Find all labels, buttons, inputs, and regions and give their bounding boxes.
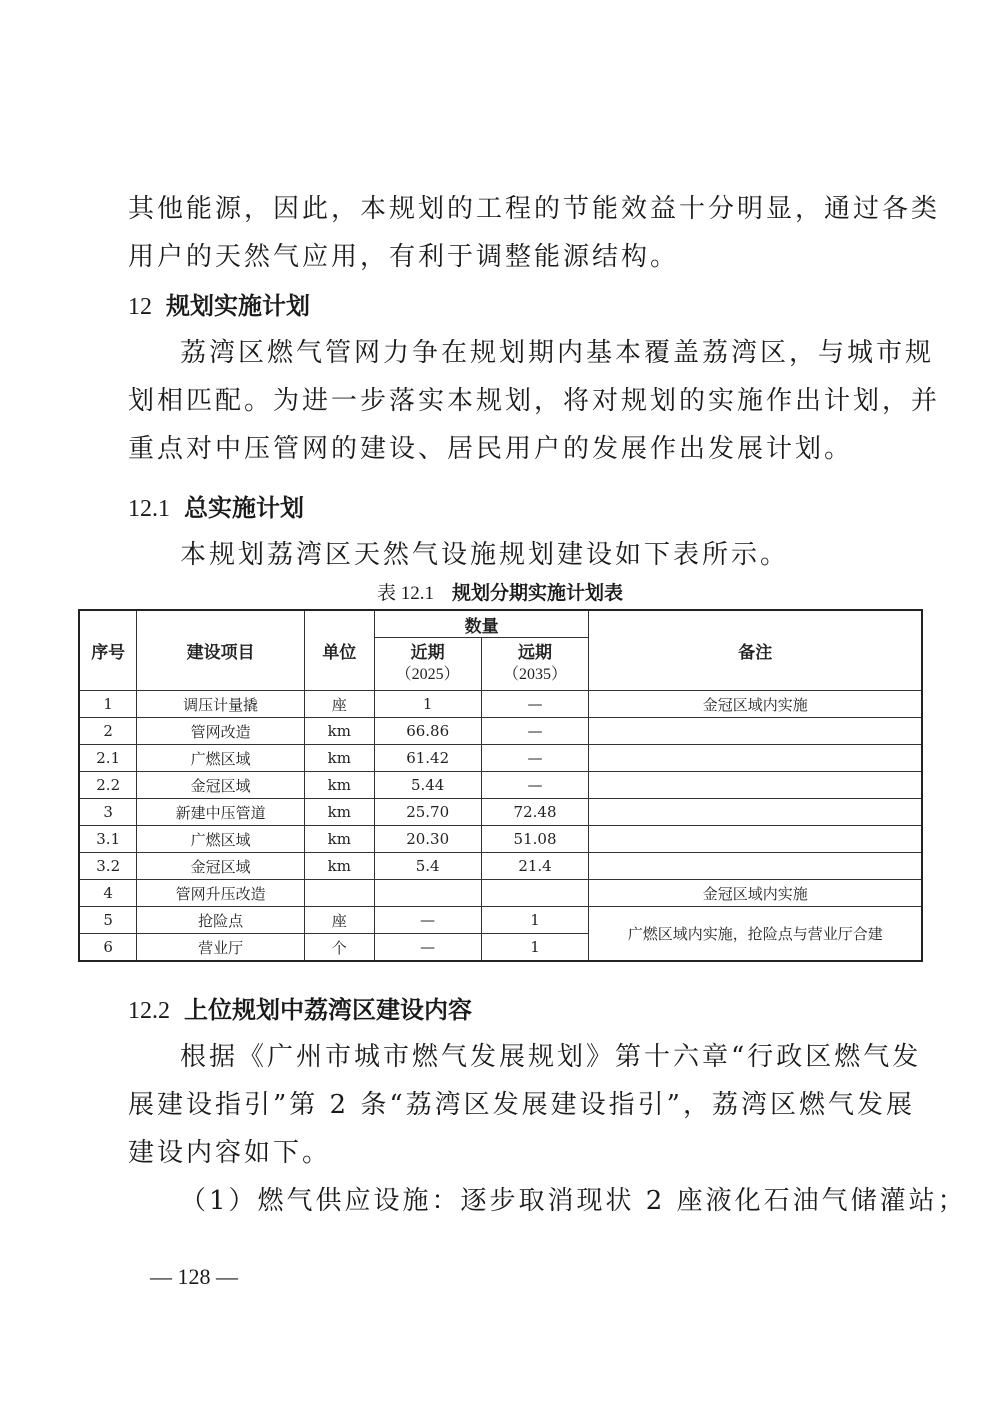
header-qty: 数量 xyxy=(374,610,589,638)
page-number: — 128 — xyxy=(150,1264,238,1289)
cell-far: 21.4 xyxy=(481,853,589,880)
cell-unit: km xyxy=(304,799,374,826)
para4-line3: 建设内容如下。 xyxy=(128,1138,332,1168)
cell-note xyxy=(589,853,922,880)
section-12-heading xyxy=(128,286,310,321)
cell-near: — xyxy=(374,934,481,962)
cell-item: 广燃区域 xyxy=(137,826,305,853)
para4-line2: 展建设指引”第 2 条“荔湾区发展建设指引”，荔湾区燃气发展 xyxy=(128,1090,915,1120)
table-row xyxy=(79,691,922,718)
para1-line1: 其他能源，因此，本规划的工程的节能效益十分明显，通过各类 xyxy=(128,194,941,224)
section-title: 上位规划中荔湾区建设内容 xyxy=(184,996,472,1024)
table-caption xyxy=(0,578,1000,605)
section-title: 总实施计划 xyxy=(184,494,304,522)
header-no: 序号 xyxy=(79,610,137,691)
cell-no: 6 xyxy=(79,934,137,962)
cell-far: — xyxy=(481,772,589,799)
table-row xyxy=(79,907,922,934)
cell-item: 抢险点 xyxy=(137,907,305,934)
cell-no: 3.2 xyxy=(79,853,137,880)
cell-no: 1 xyxy=(79,691,137,718)
header-near xyxy=(374,638,481,691)
cell-no: 2 xyxy=(79,718,137,745)
cell-far: — xyxy=(481,745,589,772)
cell-no: 3 xyxy=(79,799,137,826)
cell-unit: 座 xyxy=(304,691,374,718)
header-near-label: 近期 xyxy=(410,643,445,663)
section-12-2-heading xyxy=(128,990,472,1025)
cell-unit: km xyxy=(304,853,374,880)
cell-unit: 座 xyxy=(304,907,374,934)
table-row xyxy=(79,745,922,772)
cell-far: 51.08 xyxy=(481,826,589,853)
header-near-year: （2025） xyxy=(395,666,460,683)
table-caption-number: 表 12.1 xyxy=(376,583,434,604)
table-row xyxy=(79,853,922,880)
section-12-1-heading xyxy=(128,488,304,523)
para4-line1: 根据《广州市城市燃气发展规划》第十六章“行政区燃气发 xyxy=(180,1042,922,1072)
cell-item: 营业厅 xyxy=(137,934,305,962)
cell-no: 3.1 xyxy=(79,826,137,853)
cell-near xyxy=(374,880,481,907)
cell-near: 1 xyxy=(374,691,481,718)
section-number: 12.1 xyxy=(128,496,170,522)
cell-no: 5 xyxy=(79,907,137,934)
cell-far: — xyxy=(481,691,589,718)
cell-note: 金冠区域内实施 xyxy=(589,880,922,907)
cell-note xyxy=(589,772,922,799)
para5: （1）燃气供应设施：逐步取消现状 2 座液化石油气储灌站； xyxy=(180,1186,967,1216)
cell-far xyxy=(481,880,589,907)
cell-item: 广燃区域 xyxy=(137,745,305,772)
cell-unit: km xyxy=(304,718,374,745)
section-number: 12.2 xyxy=(128,998,170,1024)
cell-unit: km xyxy=(304,745,374,772)
cell-far: 72.48 xyxy=(481,799,589,826)
para2-line3: 重点对中压管网的建设、居民用户的发展作出发展计划。 xyxy=(128,434,854,464)
header-note: 备注 xyxy=(589,610,922,691)
cell-no: 2.2 xyxy=(79,772,137,799)
cell-note xyxy=(589,826,922,853)
cell-near: 61.42 xyxy=(374,745,481,772)
cell-far: — xyxy=(481,718,589,745)
cell-no: 4 xyxy=(79,880,137,907)
header-far-label: 远期 xyxy=(518,643,553,663)
cell-note xyxy=(589,799,922,826)
cell-note xyxy=(589,718,922,745)
cell-far: 1 xyxy=(481,934,589,962)
section-title: 规划实施计划 xyxy=(166,292,310,320)
para2-line2: 划相匹配。为进一步落实本规划，将对规划的实施作出计划，并 xyxy=(128,386,941,416)
cell-near: 5.4 xyxy=(374,853,481,880)
para1-line2: 用户的天然气应用，有利于调整能源结构。 xyxy=(128,242,680,272)
cell-near: 66.86 xyxy=(374,718,481,745)
cell-note xyxy=(589,745,922,772)
table-row xyxy=(79,718,922,745)
cell-note: 金冠区域内实施 xyxy=(589,691,922,718)
implementation-plan-table xyxy=(78,609,923,962)
cell-item: 调压计量撬 xyxy=(137,691,305,718)
cell-item: 新建中压管道 xyxy=(137,799,305,826)
cell-unit: 个 xyxy=(304,934,374,962)
cell-no: 2.1 xyxy=(79,745,137,772)
table-row xyxy=(79,826,922,853)
cell-item: 管网改造 xyxy=(137,718,305,745)
table-row xyxy=(79,772,922,799)
cell-item: 管网升压改造 xyxy=(137,880,305,907)
cell-item: 金冠区域 xyxy=(137,853,305,880)
cell-far: 1 xyxy=(481,907,589,934)
cell-near: — xyxy=(374,907,481,934)
cell-unit: km xyxy=(304,772,374,799)
cell-item: 金冠区域 xyxy=(137,772,305,799)
table-row xyxy=(79,799,922,826)
para2-line1: 荔湾区燃气管网力争在规划期内基本覆盖荔湾区，与城市规 xyxy=(180,338,935,368)
cell-unit: km xyxy=(304,826,374,853)
header-unit: 单位 xyxy=(304,610,374,691)
cell-near: 5.44 xyxy=(374,772,481,799)
cell-unit xyxy=(304,880,374,907)
cell-note: 广燃区域内实施，抢险点与营业厅合建 xyxy=(589,907,922,962)
cell-near: 25.70 xyxy=(374,799,481,826)
header-far-year: （2035） xyxy=(503,666,568,683)
table-row xyxy=(79,880,922,907)
table-caption-title: 规划分期实施计划表 xyxy=(452,582,624,604)
header-item: 建设项目 xyxy=(137,610,305,691)
section-number: 12 xyxy=(128,294,152,320)
header-far xyxy=(481,638,589,691)
cell-near: 20.30 xyxy=(374,826,481,853)
para3: 本规划荔湾区天然气设施规划建设如下表所示。 xyxy=(180,540,790,570)
